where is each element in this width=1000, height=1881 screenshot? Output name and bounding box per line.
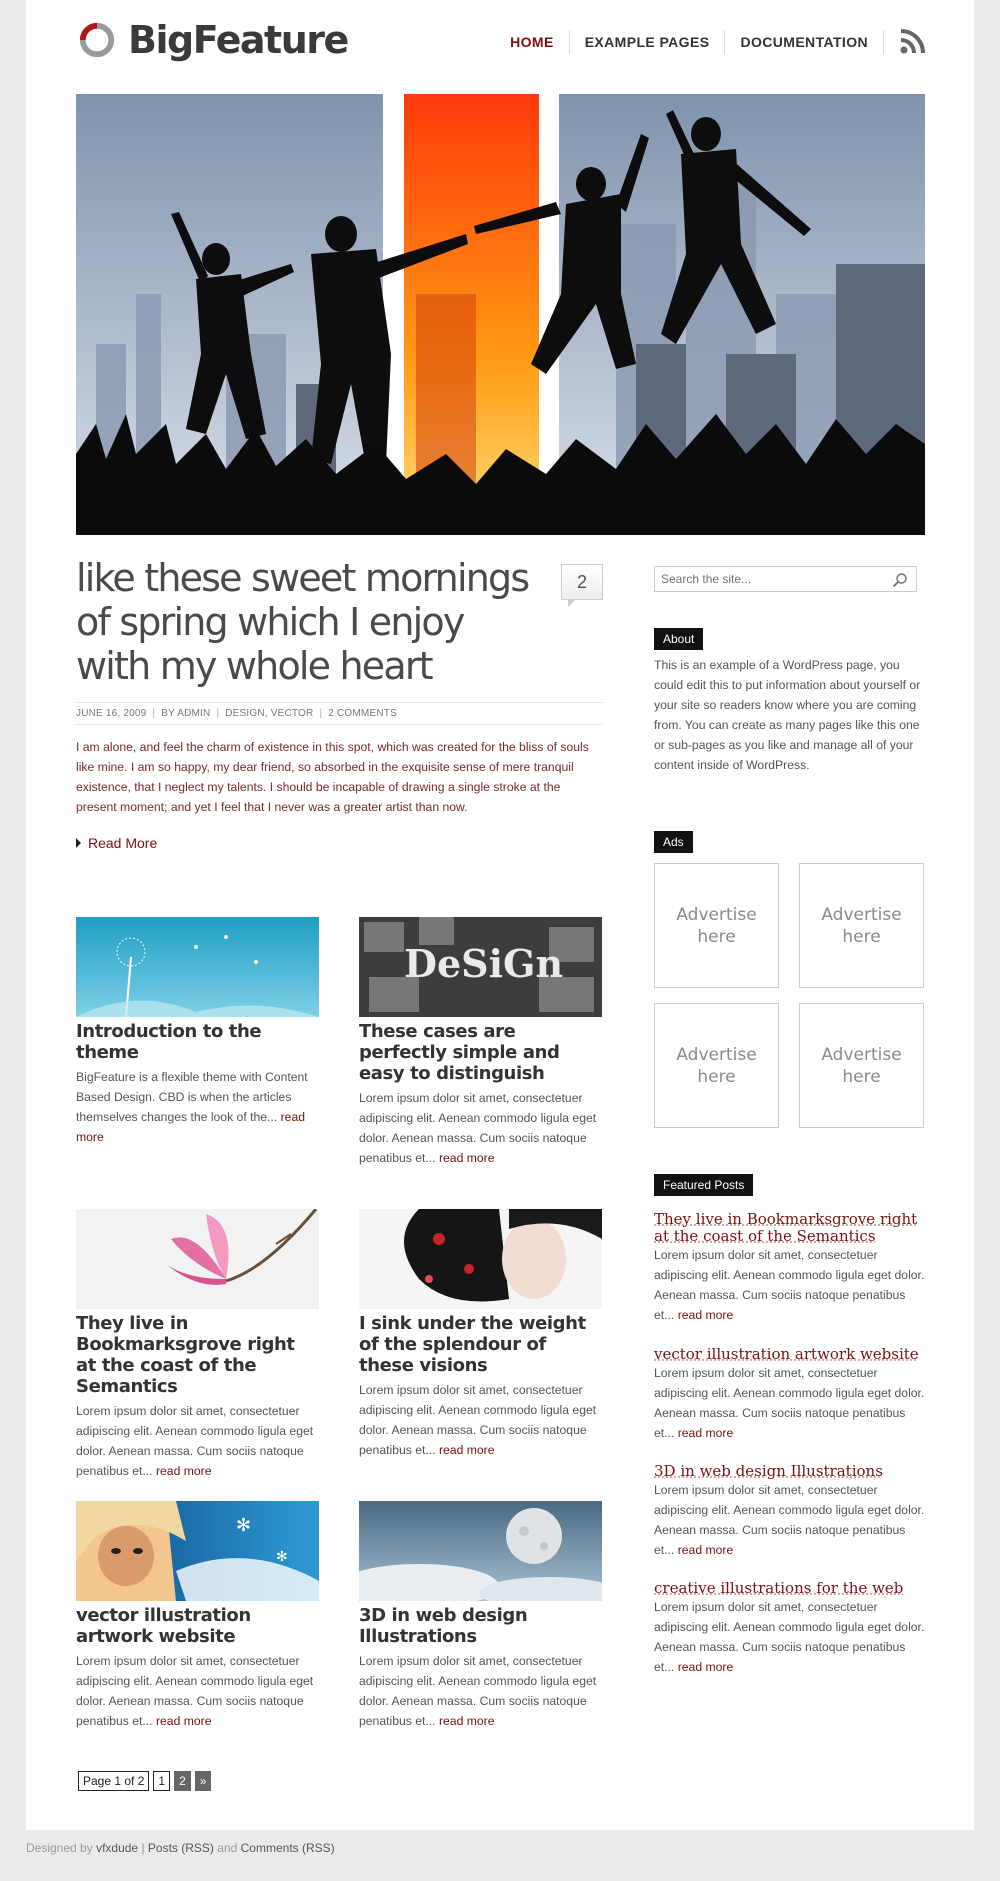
ads-widget-title: Ads (654, 831, 693, 853)
read-more-link[interactable]: read more (155, 1464, 212, 1478)
grid-post-4 (359, 1209, 602, 1460)
read-more-link[interactable]: read more (677, 1426, 734, 1440)
site-logo[interactable] (78, 18, 348, 62)
card-title[interactable]: I sink under the weight of the splendour of these visions (359, 1313, 586, 1376)
hero-image[interactable] (76, 94, 925, 535)
read-more-link[interactable]: read more (155, 1714, 212, 1728)
card-excerpt: Lorem ipsum dolor sit amet, consectetuer adipiscing elit. Aenean commodo ligula eget dolor. Aenean massa. Cum sociis natoque penatibus et... read more (359, 1091, 597, 1165)
page-2-link[interactable]: 2 (174, 1771, 191, 1791)
read-more-link[interactable]: read more (677, 1660, 734, 1674)
site-footer (26, 1841, 335, 1855)
card-title[interactable]: vector illustration artwork website (76, 1605, 251, 1647)
ad-slot-2[interactable]: Advertise here (799, 863, 924, 988)
read-more-link[interactable]: Read More (76, 835, 603, 851)
nav-home[interactable]: HOME (495, 30, 570, 54)
post-meta: JUNE 16, 2009 | BY ADMIN | DESIGN, VECTOR | 2 COMMENTS (76, 702, 603, 725)
thumb-woman-flowers[interactable] (359, 1209, 602, 1309)
featured-post-title[interactable]: vector illustration artwork website (654, 1345, 919, 1363)
grid-post-3 (76, 1209, 319, 1481)
grid-post-2 (359, 917, 602, 1168)
card-excerpt: Lorem ipsum dolor sit amet, consectetuer adipiscing elit. Aenean commodo ligula eget dolor. Aenean massa. Cum sociis natoque penatibus et... read more (76, 1404, 314, 1478)
post-date: JUNE 16, 2009 (76, 708, 147, 719)
post-author[interactable]: BY ADMIN (161, 708, 211, 719)
read-more-link[interactable]: read more (438, 1443, 495, 1457)
thumb-magnolia[interactable] (76, 1209, 319, 1309)
featured-post-title[interactable]: They live in Bookmarksgrove right at the coast of the Semantics (654, 1210, 918, 1245)
card-excerpt: Lorem ipsum dolor sit amet, consectetuer adipiscing elit. Aenean commodo ligula eget dolor. Aenean massa. Cum sociis natoque penatibus et... read more (76, 1654, 314, 1728)
featured-post-title[interactable]: 3D in web design Illustrations (654, 1462, 883, 1480)
footer-designed-by: Designed by (26, 1841, 93, 1855)
pagination-label: Page 1 of 2 (78, 1771, 149, 1791)
card-title[interactable]: They live in Bookmarksgrove right at the coast of the Semantics (76, 1313, 295, 1397)
post-title[interactable]: like these sweet mornings of spring which I enjoy with my whole heart (76, 556, 529, 688)
page-container (26, 0, 974, 1830)
card-title[interactable]: These cases are perfectly simple and easy to distinguish (359, 1021, 560, 1084)
card-excerpt: Lorem ipsum dolor sit amet, consectetuer adipiscing elit. Aenean commodo ligula eget dolor. Aenean massa. Cum sociis natoque penatibus et... read more (359, 1654, 597, 1728)
footer-separator: | (141, 1841, 145, 1855)
footer-posts-rss-link[interactable]: Posts (RSS) (147, 1841, 214, 1855)
read-more-link[interactable]: read more (677, 1543, 734, 1557)
card-excerpt: Lorem ipsum dolor sit amet, consectetuer adipiscing elit. Aenean commodo ligula eget dolor. Aenean massa. Cum sociis natoque penatibus et... read more (359, 1383, 597, 1457)
about-widget-title: About (654, 628, 703, 650)
thumb-moon-clouds[interactable] (359, 1501, 602, 1601)
ad-slot-4[interactable]: Advertise here (799, 1003, 924, 1128)
featured-post-4 (654, 1580, 929, 1677)
post-excerpt: I am alone, and feel the charm of existence in this spot, which was created for the bliss of souls like mine. I am so happy, my dear friend, so absorbed in the exquisite sense of mere tranquil existence, that I neglect my talents. I should be incapable of drawing a single stroke at the present moment; and yet I feel that I never was a greater artist than now. (76, 740, 589, 814)
about-text: This is an example of a WordPress page, you could edit this to put information about yourself or your site so readers know where you are coming from. You can create as many pages like this one or sub-pages as you like and manage all of your content inside of WordPress. (654, 658, 921, 772)
featured-widget-title: Featured Posts (654, 1174, 753, 1196)
featured-post (76, 556, 603, 851)
featured-post-excerpt: Lorem ipsum dolor sit amet, consectetuer adipiscing elit. Aenean commodo ligula eget dolor. Aenean massa. Cum sociis natoque penatibus et... read more (654, 1600, 925, 1674)
ad-slot-3[interactable]: Advertise here (654, 1003, 779, 1128)
card-title[interactable]: 3D in web design Illustrations (359, 1605, 528, 1647)
svg-text:✻: ✻ (276, 1548, 288, 1564)
nav-example-pages[interactable]: EXAMPLE PAGES (570, 30, 726, 54)
featured-post-title[interactable]: creative illustrations for the web (654, 1579, 904, 1597)
featured-post-3 (654, 1463, 929, 1560)
grid-post-1 (76, 917, 319, 1147)
read-more-link[interactable]: read more (677, 1308, 734, 1322)
featured-post-excerpt: Lorem ipsum dolor sit amet, consectetuer adipiscing elit. Aenean commodo ligula eget dolor. Aenean massa. Cum sociis natoque penatibus et... read more (654, 1366, 925, 1440)
comment-count-badge[interactable]: 2 (561, 564, 603, 600)
svg-text:✻: ✻ (236, 1515, 252, 1535)
search-box (654, 566, 917, 592)
footer-and: and (217, 1841, 238, 1855)
featured-post-2 (654, 1346, 929, 1443)
card-title[interactable]: Introduction to the theme (76, 1021, 262, 1063)
search-input[interactable] (655, 567, 885, 591)
footer-comments-rss-link[interactable]: Comments (RSS) (240, 1841, 335, 1855)
svg-text:DeSiGn: DeSiGn (404, 941, 564, 986)
footer-designer-link[interactable]: vfxdude (96, 1841, 139, 1855)
page-1-link[interactable]: 1 (153, 1771, 170, 1791)
card-excerpt: BigFeature is a flexible theme with Content Based Design. CBD is when the articles themselves changes the look of the... read more (76, 1070, 308, 1144)
post-categories[interactable]: DESIGN, VECTOR (225, 708, 314, 719)
thumb-design-type[interactable] (359, 917, 602, 1017)
logo-icon (78, 21, 116, 59)
thumb-dandelion[interactable] (76, 917, 319, 1017)
pagination (78, 1771, 211, 1791)
thumb-vector-girl[interactable] (76, 1501, 319, 1601)
hero-illustration (76, 94, 925, 535)
featured-post-1 (654, 1211, 929, 1325)
read-more-link[interactable]: read more (76, 1110, 306, 1144)
grid-post-6 (359, 1501, 602, 1731)
main-nav (495, 28, 926, 56)
ad-slot-1[interactable]: Advertise here (654, 863, 779, 988)
featured-post-excerpt: Lorem ipsum dolor sit amet, consectetuer adipiscing elit. Aenean commodo ligula eget dolor. Aenean massa. Cum sociis natoque penatibus et... read more (654, 1483, 925, 1557)
grid-post-5 (76, 1501, 319, 1731)
rss-icon[interactable] (898, 28, 926, 56)
featured-post-excerpt: Lorem ipsum dolor sit amet, consectetuer adipiscing elit. Aenean commodo ligula eget dolor. Aenean massa. Cum sociis natoque penatibus et... read more (654, 1248, 925, 1322)
nav-documentation[interactable]: DOCUMENTATION (725, 30, 884, 54)
logo-text: BigFeature (128, 18, 348, 62)
read-more-link[interactable]: read more (438, 1151, 495, 1165)
read-more-link[interactable]: read more (438, 1714, 495, 1728)
search-icon[interactable] (892, 572, 908, 588)
post-comments-link[interactable]: 2 COMMENTS (328, 708, 397, 719)
next-page-button[interactable]: » (195, 1771, 212, 1791)
